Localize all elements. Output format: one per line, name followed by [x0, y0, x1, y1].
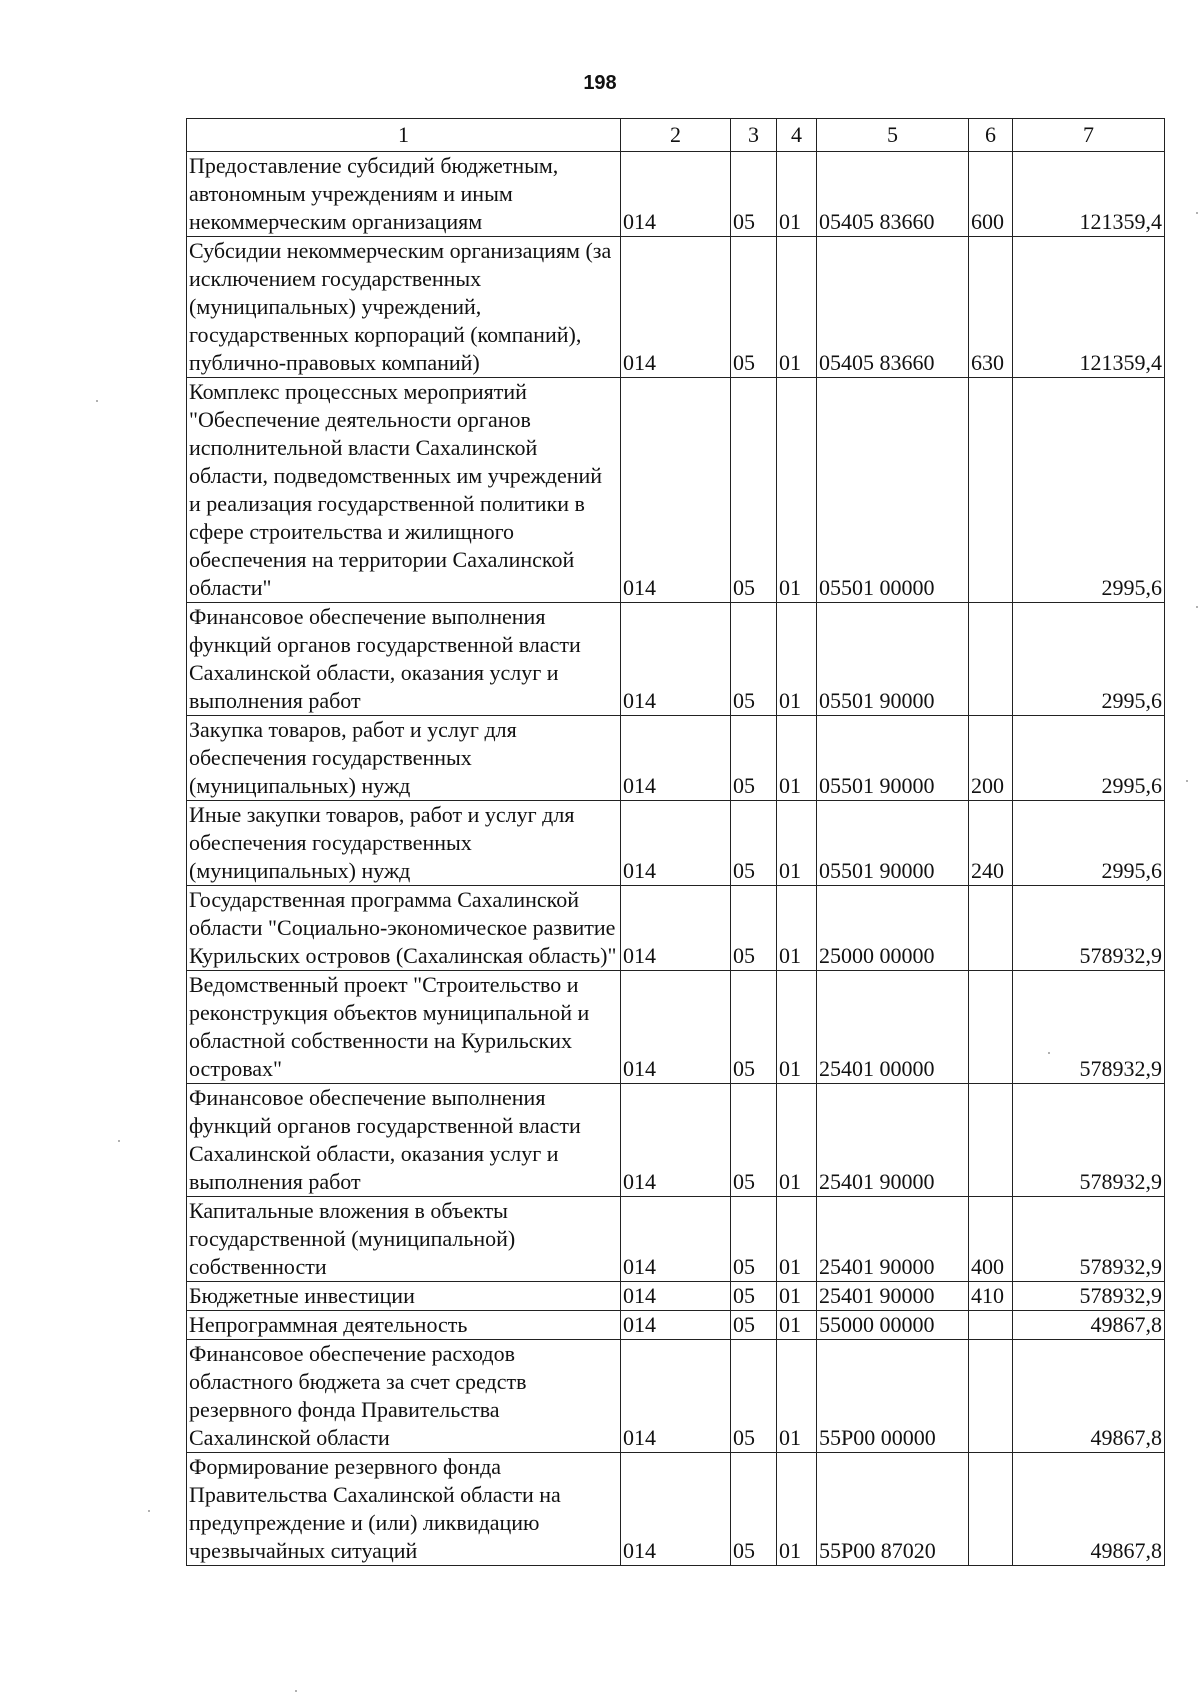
- row-subsection: 01: [777, 716, 817, 801]
- row-name: Финансовое обеспечение расходов областного бюджета за счет средств резервного фонда Правительства Сахалинской области: [187, 1340, 621, 1453]
- scan-speck: [1048, 1052, 1050, 1054]
- table-row: [187, 971, 1165, 1084]
- row-section: 05: [731, 801, 777, 886]
- row-subsection: 01: [777, 971, 817, 1084]
- row-admin-code: 014: [621, 603, 731, 716]
- table-row: [187, 378, 1165, 603]
- row-amount: 49867,8: [1013, 1453, 1165, 1566]
- scan-speck: [1186, 780, 1188, 782]
- row-target-code: 25401 00000: [817, 971, 969, 1084]
- row-admin-code: 014: [621, 1340, 731, 1453]
- row-admin-code: 014: [621, 1084, 731, 1197]
- table-row: [187, 152, 1165, 237]
- row-amount: 578932,9: [1013, 1197, 1165, 1282]
- table-row: [187, 1084, 1165, 1197]
- row-target-code: 05405 83660: [817, 152, 969, 237]
- row-admin-code: 014: [621, 1197, 731, 1282]
- row-admin-code: 014: [621, 971, 731, 1084]
- row-amount: 2995,6: [1013, 801, 1165, 886]
- row-section: 05: [731, 1453, 777, 1566]
- table-row: [187, 1282, 1165, 1311]
- row-subsection: 01: [777, 1340, 817, 1453]
- row-amount: 2995,6: [1013, 378, 1165, 603]
- header-cell: 7: [1013, 119, 1165, 152]
- row-target-code: 55Р00 00000: [817, 1340, 969, 1453]
- table-row: [187, 1340, 1165, 1453]
- row-name: Бюджетные инвестиции: [187, 1282, 621, 1311]
- row-name: Закупка товаров, работ и услуг для обеспечения государственных (муниципальных) нужд: [187, 716, 621, 801]
- row-expense-type: 240: [969, 801, 1013, 886]
- row-expense-type: [969, 1311, 1013, 1340]
- row-amount: 578932,9: [1013, 1084, 1165, 1197]
- row-section: 05: [731, 378, 777, 603]
- row-subsection: 01: [777, 886, 817, 971]
- row-target-code: 05501 90000: [817, 603, 969, 716]
- row-name: Финансовое обеспечение выполнения функций органов государственной власти Сахалинской области, оказания услуг и выполнения работ: [187, 1084, 621, 1197]
- row-expense-type: [969, 1084, 1013, 1197]
- row-name: Субсидии некоммерческим организациям (за исключением государственных (муниципальных) учреждений, государственных корпораций (компаний), публично-правовых компаний): [187, 237, 621, 378]
- row-amount: 49867,8: [1013, 1340, 1165, 1453]
- scan-speck: [295, 1690, 297, 1692]
- table-row: [187, 886, 1165, 971]
- row-section: 05: [731, 886, 777, 971]
- scan-speck: [148, 1510, 150, 1512]
- row-amount: 578932,9: [1013, 1282, 1165, 1311]
- table-row: [187, 237, 1165, 378]
- row-expense-type: 200: [969, 716, 1013, 801]
- row-expense-type: [969, 603, 1013, 716]
- row-name: Капитальные вложения в объекты государственной (муниципальной) собственности: [187, 1197, 621, 1282]
- row-subsection: 01: [777, 1453, 817, 1566]
- row-section: 05: [731, 237, 777, 378]
- row-target-code: 25401 90000: [817, 1084, 969, 1197]
- row-expense-type: [969, 1340, 1013, 1453]
- row-expense-type: [969, 971, 1013, 1084]
- row-admin-code: 014: [621, 1282, 731, 1311]
- header-row: [187, 119, 1165, 152]
- row-section: 05: [731, 971, 777, 1084]
- row-name: Ведомственный проект "Строительство и реконструкция объектов муниципальной и областной собственности на Курильских островах": [187, 971, 621, 1084]
- row-section: 05: [731, 1084, 777, 1197]
- header-cell: 4: [777, 119, 817, 152]
- header-cell: 3: [731, 119, 777, 152]
- table-row: [187, 716, 1165, 801]
- row-section: 05: [731, 1282, 777, 1311]
- row-name: Государственная программа Сахалинской области "Социально-экономическое развитие Курильских островов (Сахалинская область)": [187, 886, 621, 971]
- row-amount: 121359,4: [1013, 237, 1165, 378]
- row-name: Комплекс процессных мероприятий "Обеспечение деятельности органов исполнительной власти Сахалинской области, подведомственных им учреждений и реализация государственной политики в сфере строительства и жилищного обеспечения на территории Сахалинской области": [187, 378, 621, 603]
- table-row: [187, 801, 1165, 886]
- scan-speck: [1196, 212, 1198, 214]
- table-row: [187, 1453, 1165, 1566]
- row-subsection: 01: [777, 378, 817, 603]
- row-section: 05: [731, 1340, 777, 1453]
- row-name: Формирование резервного фонда Правительства Сахалинской области на предупреждение и (или) ликвидацию чрезвычайных ситуаций: [187, 1453, 621, 1566]
- row-target-code: 05501 00000: [817, 378, 969, 603]
- row-amount: 578932,9: [1013, 971, 1165, 1084]
- row-subsection: 01: [777, 1311, 817, 1340]
- row-section: 05: [731, 603, 777, 716]
- row-admin-code: 014: [621, 1311, 731, 1340]
- row-subsection: 01: [777, 1282, 817, 1311]
- row-subsection: 01: [777, 1197, 817, 1282]
- row-expense-type: [969, 378, 1013, 603]
- row-target-code: 05405 83660: [817, 237, 969, 378]
- header-cell: 2: [621, 119, 731, 152]
- scan-speck: [96, 400, 98, 402]
- row-section: 05: [731, 152, 777, 237]
- row-admin-code: 014: [621, 801, 731, 886]
- row-section: 05: [731, 716, 777, 801]
- row-target-code: 55Р00 87020: [817, 1453, 969, 1566]
- row-expense-type: [969, 1453, 1013, 1566]
- row-subsection: 01: [777, 603, 817, 716]
- row-name: Предоставление субсидий бюджетным, автономным учреждениям и иным некоммерческим организациям: [187, 152, 621, 237]
- row-subsection: 01: [777, 152, 817, 237]
- row-section: 05: [731, 1197, 777, 1282]
- header-cell: 1: [187, 119, 621, 152]
- row-subsection: 01: [777, 801, 817, 886]
- scan-speck: [118, 1140, 120, 1142]
- row-admin-code: 014: [621, 152, 731, 237]
- row-amount: 121359,4: [1013, 152, 1165, 237]
- row-admin-code: 014: [621, 716, 731, 801]
- row-target-code: 25401 90000: [817, 1282, 969, 1311]
- row-subsection: 01: [777, 237, 817, 378]
- row-expense-type: 410: [969, 1282, 1013, 1311]
- row-target-code: 05501 90000: [817, 801, 969, 886]
- row-expense-type: 630: [969, 237, 1013, 378]
- row-name: Иные закупки товаров, работ и услуг для обеспечения государственных (муниципальных) нужд: [187, 801, 621, 886]
- row-target-code: 05501 90000: [817, 716, 969, 801]
- header-cell: 6: [969, 119, 1013, 152]
- row-admin-code: 014: [621, 1453, 731, 1566]
- row-target-code: 25000 00000: [817, 886, 969, 971]
- row-name: Непрограммная деятельность: [187, 1311, 621, 1340]
- row-target-code: 55000 00000: [817, 1311, 969, 1340]
- row-expense-type: [969, 886, 1013, 971]
- row-name: Финансовое обеспечение выполнения функций органов государственной власти Сахалинской области, оказания услуг и выполнения работ: [187, 603, 621, 716]
- page-number: 198: [583, 72, 617, 94]
- budget-table: [186, 118, 1165, 1566]
- row-expense-type: 400: [969, 1197, 1013, 1282]
- row-expense-type: 600: [969, 152, 1013, 237]
- row-section: 05: [731, 1311, 777, 1340]
- row-target-code: 25401 90000: [817, 1197, 969, 1282]
- table-row: [187, 1197, 1165, 1282]
- row-amount: 2995,6: [1013, 716, 1165, 801]
- row-amount: 578932,9: [1013, 886, 1165, 971]
- scan-speck: [1196, 606, 1198, 608]
- row-admin-code: 014: [621, 378, 731, 603]
- header-cell: 5: [817, 119, 969, 152]
- row-admin-code: 014: [621, 237, 731, 378]
- row-subsection: 01: [777, 1084, 817, 1197]
- table-row: [187, 1311, 1165, 1340]
- row-amount: 49867,8: [1013, 1311, 1165, 1340]
- row-amount: 2995,6: [1013, 603, 1165, 716]
- table-row: [187, 603, 1165, 716]
- row-admin-code: 014: [621, 886, 731, 971]
